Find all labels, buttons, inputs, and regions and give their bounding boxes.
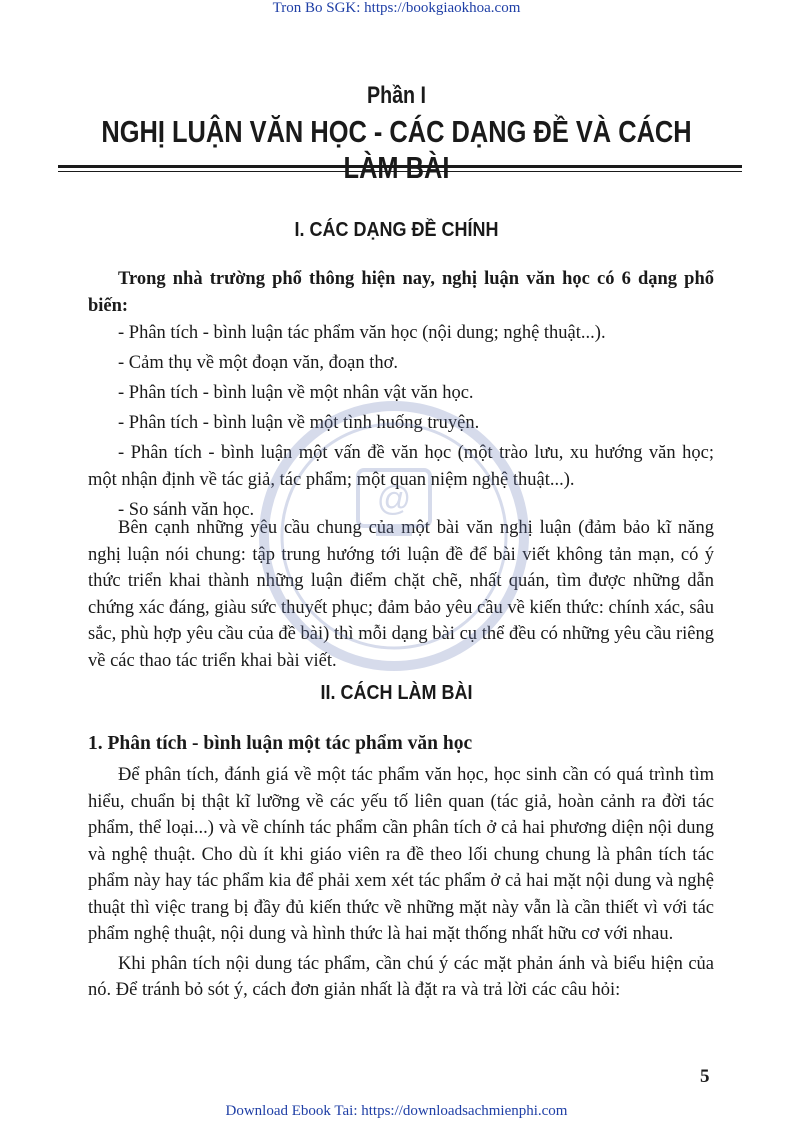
page-number: 5 [700, 1066, 710, 1087]
list-item: - Cảm thụ về một đoạn văn, đoạn thơ. [118, 353, 399, 373]
list-item: - Phân tích - bình luận về một tình huống truyện. [118, 413, 480, 433]
section-1-paragraph [88, 515, 714, 677]
section-2-body [88, 762, 714, 1007]
title-rule-thin [58, 171, 742, 172]
svg-text:@: @ [376, 480, 412, 518]
paragraph: Bên cạnh những yêu cầu chung của một bài văn nghị luận (đảm bảo kĩ năng nghị luận nói chung: tập trung hướng tới luận đề để bài viết không tản mạn, có ý thức triển khai thành những luận điểm chặt chẽ, nhất quán, tìm được những dẫn chứng xác đáng, giàu sức thuyết phục; đảm bảo yêu cầu về kiến thức: chính xác, sâu sắc, phù hợp yêu cầu của đề bài) thì mỗi dạng bài cụ thể đều có những yêu cầu riêng về các thao tác triển khai bài viết. [88, 518, 714, 671]
part-label: Phần I [366, 82, 427, 109]
list-item: - Phân tích - bình luận tác phẩm văn học (nội dung; nghệ thuật...). [118, 323, 606, 343]
title-rule-thick [58, 165, 742, 168]
part-title: NGHỊ LUẬN VĂN HỌC - CÁC DẠNG ĐỀ VÀ CÁCH LÀM BÀI [101, 114, 692, 185]
list-item: - Phân tích - bình luận một vấn đề văn học (một trào lưu, xu hướng văn học; một nhận định về tác giả, tác phẩm; một quan niệm nghệ thuật...). [88, 443, 714, 490]
list-item: - So sánh văn học. [118, 499, 255, 520]
dang-de-list [88, 320, 714, 527]
section-1-heading: I. CÁC DẠNG ĐỀ CHÍNH [294, 219, 499, 241]
bottom-banner-link[interactable]: Download Ebook Tai: https://downloadsachmienphi.com [225, 1103, 568, 1119]
section-2-heading: II. CÁCH LÀM BÀI [320, 682, 473, 704]
subsection-1-heading: 1. Phân tích - bình luận một tác phẩm văn học [88, 733, 473, 754]
paragraph: Khi phân tích nội dung tác phẩm, cần chú ý các mặt phản ánh và biểu hiện của nó. Để tránh bỏ sót ý, cách đơn giản nhất là đặt ra và trả lời các câu hỏi: [88, 953, 714, 1000]
section-1-intro: Trong nhà trường phổ thông hiện nay, nghị luận văn học có 6 dạng phổ biến: [88, 269, 714, 316]
top-banner-link[interactable]: Tron Bo SGK: https://bookgiaokhoa.com [272, 0, 521, 16]
paragraph: Để phân tích, đánh giá về một tác phẩm văn học, học sinh cần có quá trình tìm hiểu, chuẩn bị thật kĩ lưỡng về các yếu tố liên quan (tác giả, hoàn cảnh ra đời tác phẩm, thể loại...) và về chính tác phẩm cần phân tích ở cả hai phương diện nội dung và nghệ thuật. Cho dù ít khi giáo viên ra đề theo lối chung chung là phân tích tác phẩm này hay tác phẩm kia để phải xem xét tác phẩm ở cả hai mặt nội dung và nghệ thuật thì việc trang bị đầy đủ kiến thức về những mặt này vẫn là cần thiết vì với tác phẩm nghệ thuật, nội dung và hình thức là hai mặt thống nhất hữu cơ với nhau. [88, 765, 714, 944]
list-item: - Phân tích - bình luận về một nhân vật văn học. [118, 383, 474, 403]
